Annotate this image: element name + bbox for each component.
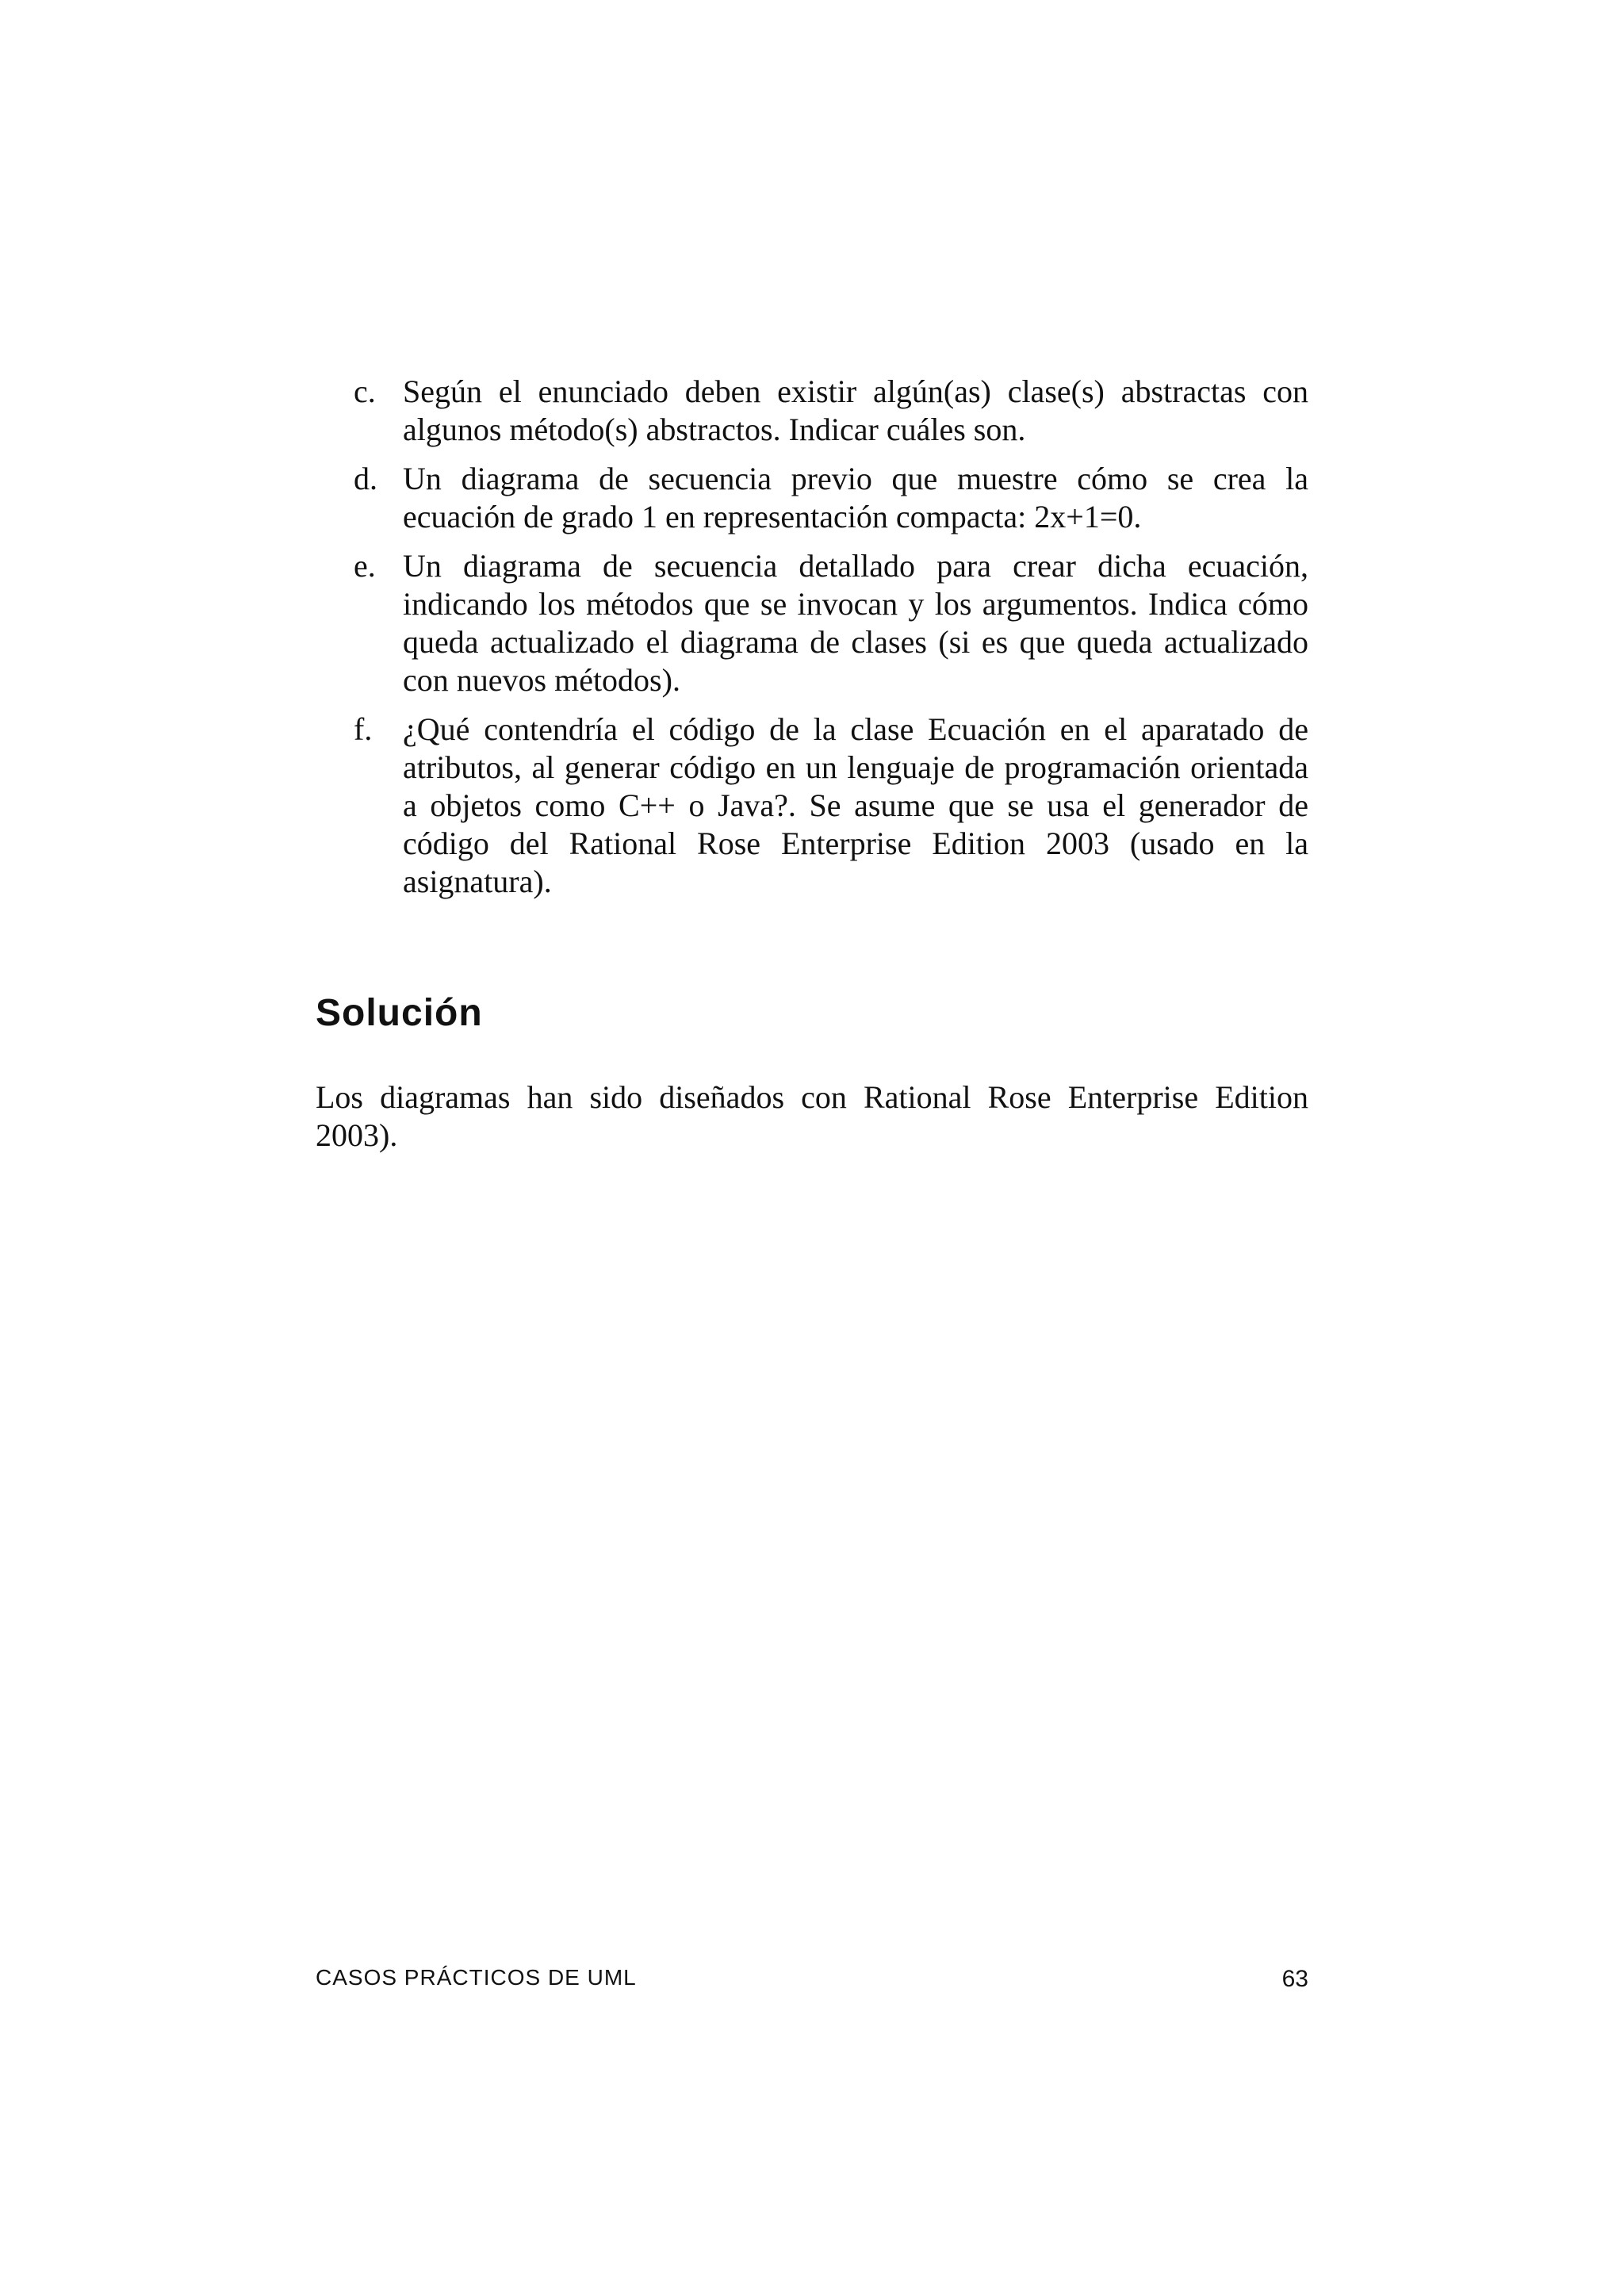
footer-page-number: 63 — [1281, 1966, 1308, 1992]
list-item-text: Un diagrama de secuencia previo que muestre cómo se crea la ecuación de grado 1 en representación compacta: 2x+1=0. — [403, 461, 1308, 534]
list-item-f — [316, 711, 1308, 901]
list-item-text: Según el enunciado deben existir algún(as) clase(s) abstractas con algunos método(s) abstractos. Indicar cuáles son. — [403, 374, 1308, 447]
list-item-e — [316, 547, 1308, 699]
solution-paragraph: Los diagramas han sido diseñados con Rational Rose Enterprise Edition 2003). — [316, 1079, 1308, 1153]
footer-book-title: CASOS PRÁCTICOS DE UML — [316, 1965, 637, 1990]
list-item-c — [316, 373, 1308, 449]
list-item-text: Un diagrama de secuencia detallado para crear dicha ecuación, indicando los métodos que se invocan y los argumentos. Indica cómo queda actualizado el diagrama de clases (si es que queda actualizado con nuevos métodos). — [403, 548, 1308, 698]
exercise-list — [316, 373, 1308, 912]
list-item-text: ¿Qué contendría el código de la clase Ecuación en el aparatado de atributos, al generar código en un lenguaje de programación orientada a objetos como C++ o Java?. Se asume que se usa el generador de código del Rational Rose Enterprise Edition 2003 (usado en la asignatura). — [403, 711, 1308, 899]
list-marker: f. — [354, 711, 373, 747]
list-item-d — [316, 460, 1308, 536]
section-heading-solution: Solución — [316, 992, 483, 1034]
list-marker: d. — [354, 461, 377, 496]
list-marker: c. — [354, 374, 376, 409]
list-marker: e. — [354, 548, 376, 584]
